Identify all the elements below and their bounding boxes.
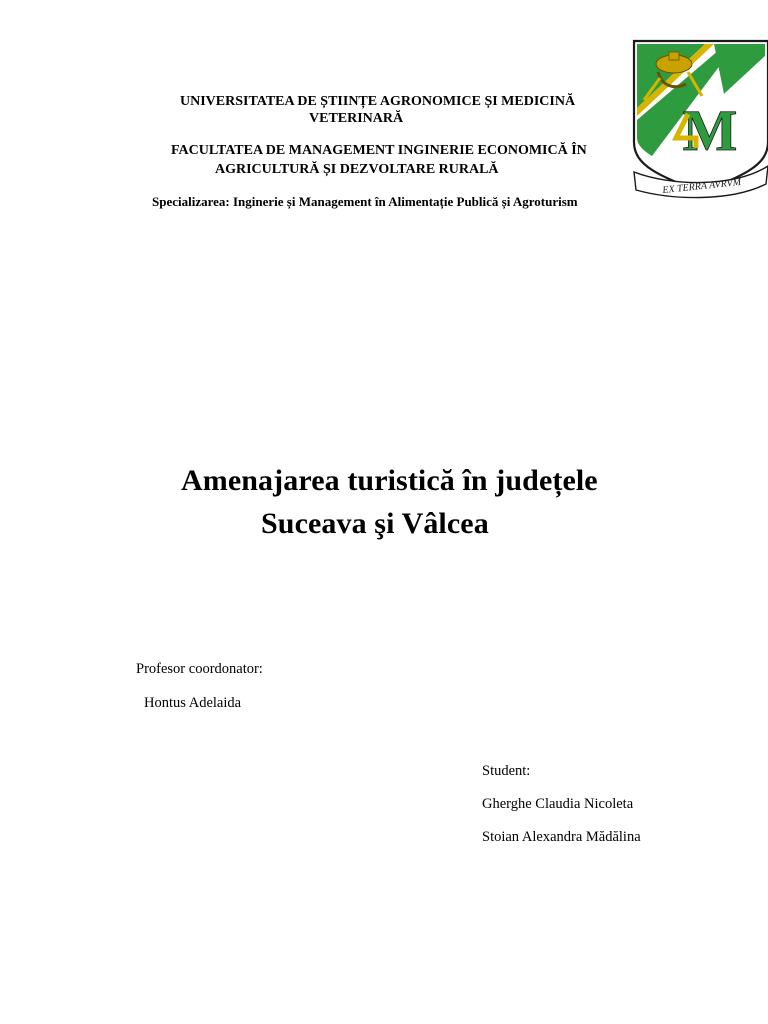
document-title-line2: Suceava şi Vâlcea (261, 507, 489, 540)
student-label: Student: (482, 763, 531, 779)
crest-letter: M (682, 98, 738, 163)
coordinator-label: Profesor coordonator: (136, 661, 263, 677)
university-name-line1: UNIVERSITATEA DE ȘTIINȚE AGRONOMICE ȘI MEDICINĂ (180, 94, 576, 109)
faculty-name-line1: FACULTATEA DE MANAGEMENT INGINERIE ECONOMICĂ ÎN (171, 143, 587, 158)
coordinator-name: Hontus Adelaida (144, 695, 242, 711)
faculty-name-line2: AGRICULTURĂ ȘI DEZVOLTARE RURALĂ (215, 162, 499, 177)
student-name-1: Gherghe Claudia Nicoleta (482, 796, 634, 812)
document-title-line1: Amenajarea turistică în județele (181, 464, 598, 497)
university-crest-icon (630, 38, 768, 200)
crest-motto: EX TERRA AVRVM (661, 176, 742, 197)
specialization: Specializarea: Inginerie și Management în Alimentație Publică și Agroturism (152, 194, 578, 209)
university-name-line2: VETERINARĂ (309, 111, 404, 126)
student-name-2: Stoian Alexandra Mădălina (482, 829, 641, 845)
